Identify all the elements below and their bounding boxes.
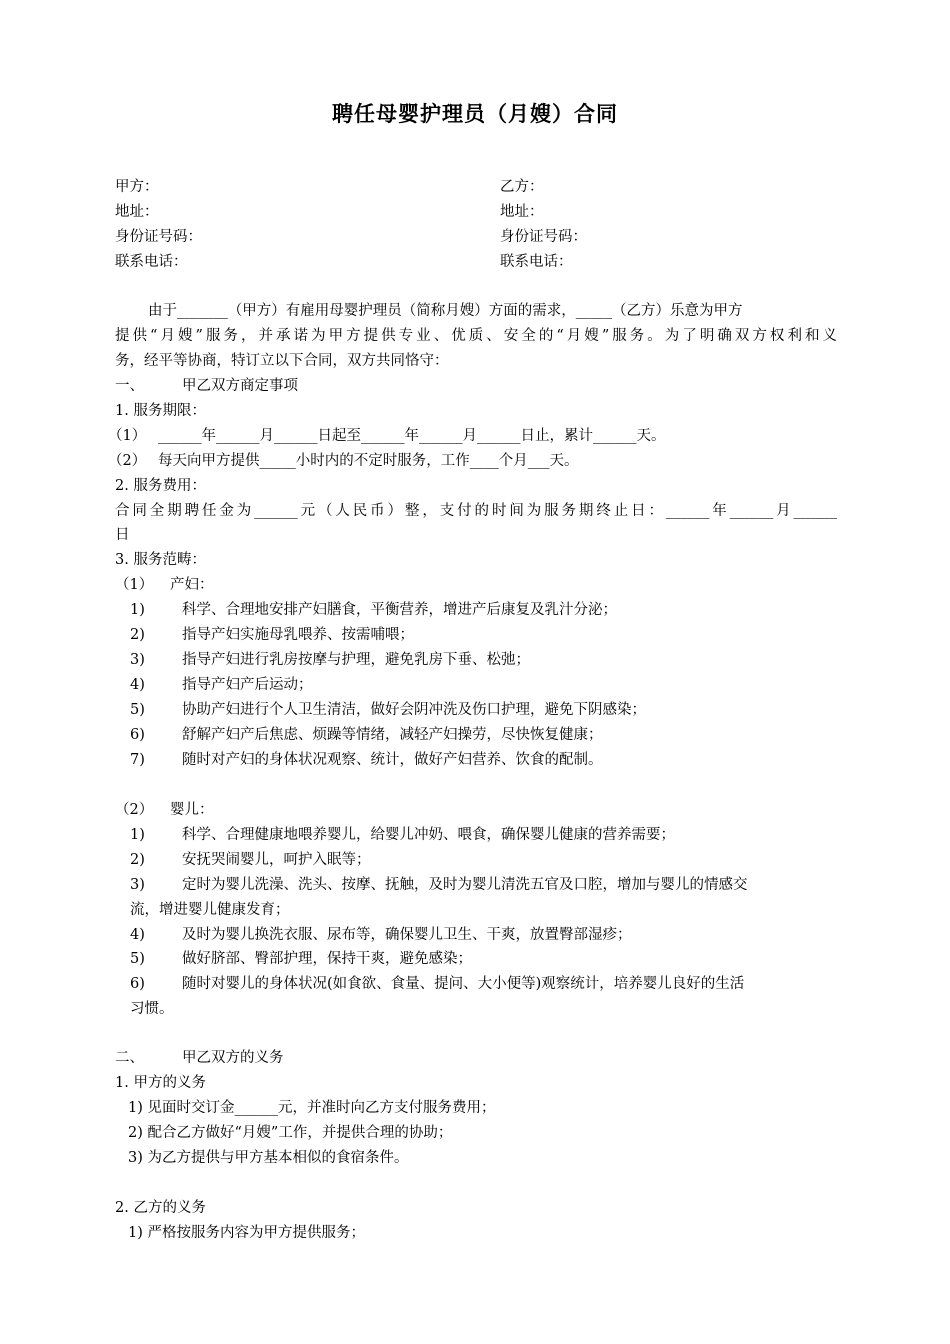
mother-item-number: 6)	[130, 727, 145, 743]
party-a-duty: 2) 配合乙方做好“月嫂”工作，并提供合理的协助；	[128, 1125, 453, 1141]
mother-item-text: 指导产妇产后运动；	[182, 677, 313, 693]
section-1-title: 甲乙双方商定事项	[182, 378, 298, 394]
party-b-duty: 1) 严格按服务内容为甲方提供服务；	[128, 1225, 365, 1241]
baby-item-text: 科学、合理健康地喂养婴儿，给婴儿冲奶、喂食，确保婴儿健康的营养需要；	[182, 827, 675, 843]
party-a-address: 地址：	[115, 204, 159, 220]
item-1-heading: 1. 服务期限：	[115, 403, 206, 419]
baby-item-text: 做好脐部、臀部护理，保持干爽，避免感染；	[182, 951, 472, 967]
party-a-label: 甲方：	[115, 179, 159, 195]
mother-item-number: 2)	[130, 627, 145, 643]
party-a-phone: 联系电话：	[115, 254, 188, 270]
mother-item-number: 4)	[130, 677, 145, 693]
mother-item-number: 7)	[130, 752, 145, 768]
item-2-heading: 2. 服务费用：	[115, 478, 206, 494]
item-1-2-number: （2）	[108, 453, 147, 469]
item-1-1-number: （1）	[108, 428, 147, 444]
baby-item-continuation: 流，增进婴儿健康发育；	[130, 902, 290, 918]
party-b-phone: 联系电话：	[500, 254, 573, 270]
baby-item-number: 4)	[130, 927, 145, 943]
baby-item-number: 5)	[130, 951, 145, 967]
party-b-label: 乙方：	[500, 179, 544, 195]
mother-label: 产妇：	[170, 577, 214, 593]
baby-item-continuation: 习惯。	[130, 1001, 174, 1017]
party-b-duties-heading: 2. 乙方的义务	[115, 1200, 206, 1216]
baby-item-text: 定时为婴儿洗澡、洗头、按摩、抚触，及时为婴儿清洗五官及口腔，增加与婴儿的情感交	[182, 877, 748, 893]
party-a-id: 身份证号码：	[115, 229, 202, 245]
item-3-heading: 3. 服务范畴：	[115, 552, 206, 568]
mother-item-text: 指导产妇实施母乳喂养、按需哺喂；	[182, 627, 414, 643]
section-2-number: 二、	[115, 1050, 144, 1066]
fee-line-2: 日	[115, 527, 130, 543]
intro-line-1: 由于_______（甲方）有雇用母婴护理员（简称月嫂）方面的需求，_____（乙方）乐意为甲方	[148, 303, 743, 319]
section-1-number: 一、	[115, 378, 144, 394]
baby-label: 婴儿：	[170, 802, 214, 818]
party-a-duty: 1) 见面时交订金______元，并准时向乙方支付服务费用；	[128, 1100, 496, 1116]
baby-item-number: 1)	[130, 827, 145, 843]
item-1-1-text: ______年______月______日起至______年______月______日止，累计______天。	[158, 428, 666, 444]
mother-item-text: 指导产妇进行乳房按摩与护理，避免乳房下垂、松弛；	[182, 652, 530, 668]
mother-number: （1）	[115, 577, 154, 593]
baby-number: （2）	[115, 802, 154, 818]
baby-item-number: 6)	[130, 976, 145, 992]
mother-item-text: 协助产妇进行个人卫生清洁，做好会阴冲洗及伤口护理，避免下阴感染；	[182, 702, 646, 718]
mother-item-number: 3)	[130, 652, 145, 668]
mother-item-text: 科学、合理地安排产妇膳食，平衡营养，增进产后康复及乳汁分泌；	[182, 602, 617, 618]
baby-item-number: 3)	[130, 877, 145, 893]
item-1-2-text: 每天向甲方提供_____小时内的不定时服务，工作____个月___天。	[158, 453, 579, 469]
mother-item-text: 舒解产妇产后焦虑、烦躁等情绪，减轻产妇操劳，尽快恢复健康；	[182, 727, 603, 743]
mother-item-number: 1)	[130, 602, 145, 618]
document-title: 聘任母婴护理员（月嫂）合同	[332, 102, 618, 126]
intro-line-3: 务，经平等协商，特订立以下合同，双方共同恪守：	[115, 353, 449, 369]
party-a-duties-heading: 1. 甲方的义务	[115, 1075, 206, 1091]
baby-item-number: 2)	[130, 852, 145, 868]
party-b-address: 地址：	[500, 204, 544, 220]
baby-item-text: 随时对婴儿的身体状况(如食欲、食量、提问、大小便等)观察统计，培养婴儿良好的生活	[182, 976, 745, 992]
section-2-title: 甲乙双方的义务	[182, 1050, 284, 1066]
baby-item-text: 安抚哭闹婴儿，呵护入眠等；	[182, 852, 371, 868]
intro-line-2: 提供“月嫂”服务，并承诺为甲方提供专业、优质、安全的“月嫂”服务。为了明确双方权利和义	[115, 328, 837, 344]
party-a-duty: 3) 为乙方提供与甲方基本相似的食宿条件。	[128, 1150, 409, 1166]
mother-item-text: 随时对产妇的身体状况观察、统计，做好产妇营养、饮食的配制。	[182, 752, 603, 768]
fee-line-1: 合同全期聘任金为______元（人民币）整，支付的时间为服务期终止日：______年______月______	[115, 503, 837, 519]
baby-item-text: 及时为婴儿换洗衣服、尿布等，确保婴儿卫生、干爽，放置臀部湿疹；	[182, 927, 632, 943]
party-b-id: 身份证号码：	[500, 229, 587, 245]
mother-item-number: 5)	[130, 702, 145, 718]
